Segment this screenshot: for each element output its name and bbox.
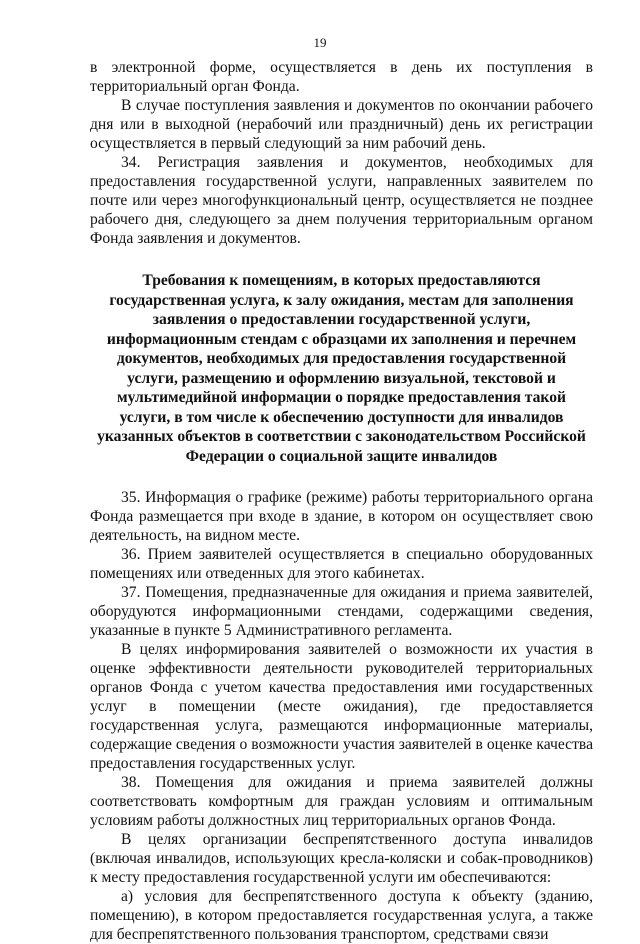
paragraph-36: 36. Прием заявителей осуществляется в специально оборудованных помещениях или отведенных для этого кабинетах. bbox=[90, 546, 593, 582]
paragraph-accessibility-intro: В целях организации беспрепятственного доступа инвалидов (включая инвалидов, использующих кресла-коляски и собак-проводников) к месту предоставления государственной услуги им обеспечиваются: bbox=[90, 831, 593, 886]
paragraph-35: 35. Информация о графике (режиме) работы территориального органа Фонда размещается при входе в здание, в котором он осуществляет свою деятельность, на видном месте. bbox=[90, 489, 593, 544]
page-number: 19 bbox=[313, 35, 327, 50]
paragraph-continuation: в электронной форме, осуществляется в день их поступления в территориальный орган Фонда. bbox=[90, 59, 593, 95]
paragraph-37: 37. Помещения, предназначенные для ожидания и приема заявителей, оборудуются информационными стендами, содержащими сведения, указанные в пункте 5 Административного регламента. bbox=[90, 584, 593, 639]
section-heading: Требования к помещениям, в которых предоставляются государственная услуга, к залу ожидания, местам для заполнения заявления о предоставлении государственной услуги, информационным стендам с образцами их заполнения и перечнем документов, необходимых для предоставления государственной услуги, размещению и оформлению визуальной, текстовой и мультимедийной информации о порядке предоставления такой услуги, в том числе к обеспечению доступности для инвалидов указанных объектов в соответствии с законодательством Российской Федерации о социальной защите инвалидов bbox=[97, 272, 586, 465]
paragraph-item-a: а) условия для беспрепятственного доступа к объекту (зданию, помещению), в котором предоставляется государственная услуга, а также для беспрепятственного пользования транспортом, средствами связи bbox=[90, 888, 593, 943]
paragraph-34: 34. Регистрация заявления и документов, необходимых для предоставления государственной услуги, направленных заявителем по почте или через многофункциональный центр, осуществляется не позднее рабочего дня, следующего за днем получения территориальным органом Фонда заявления и документов. bbox=[90, 154, 593, 247]
paragraph-assessment-info: В целях информирования заявителей о возможности их участия в оценке эффективности деятельности руководителей территориальных органов Фонда с учетом качества предоставления ими государственных услуг в помещении (месте ожидания), где предоставляется государственная услуга, размещаются информационные материалы, содержащие сведения о возможности участия заявителей в оценке качества предоставления государственных услуг. bbox=[90, 641, 593, 772]
paragraph-38: 38. Помещения для ожидания и приема заявителей должны соответствовать комфортным для граждан условиям и оптимальным условиям работы должностных лиц территориальных органов Фонда. bbox=[90, 774, 593, 829]
document-body bbox=[90, 58, 593, 944]
paragraph-registration-weekend: В случае поступления заявления и документов по окончании рабочего дня или в выходной (нерабочий или праздничный) день их регистрации осуществляется в первый следующий за ним рабочий день. bbox=[90, 97, 593, 152]
